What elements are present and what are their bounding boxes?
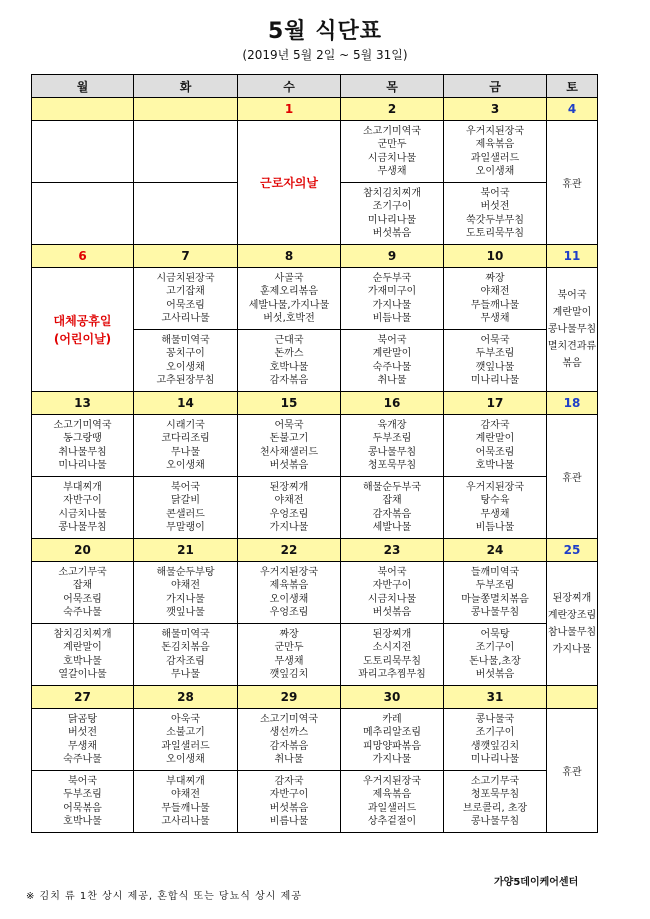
meal-cell-mon xyxy=(32,121,134,183)
date-cell-wed: 8 xyxy=(238,245,341,268)
meal-cell-fri xyxy=(444,624,547,686)
saturday-cell xyxy=(547,562,598,686)
date-range-subtitle: (2019년 5월 2일 ~ 5월 31일) xyxy=(242,48,408,62)
menu-item: 꽁치구이 xyxy=(166,348,205,359)
menu-item: 고사리나물 xyxy=(161,816,210,827)
menu-item: 해물미역국 xyxy=(161,628,210,640)
menu-item: 계란말이 xyxy=(63,642,102,653)
menu-item: 시금치나물 xyxy=(58,508,107,520)
meal-cell-thu xyxy=(341,121,444,183)
weekday-header-mon: 월 xyxy=(32,75,134,98)
snack-row xyxy=(32,624,598,686)
menu-item: 미나리나물 xyxy=(470,375,520,386)
saturday-item: 가지나물 xyxy=(552,643,592,655)
menu-item: 참치김치찌개 xyxy=(53,628,112,640)
meal-cell-tue xyxy=(134,562,238,624)
menu-item: 쑥갓두부무침 xyxy=(466,214,524,226)
date-row xyxy=(32,686,598,709)
menu-item: 미나리나물 xyxy=(58,460,107,471)
menu-item: 세발나물 xyxy=(372,522,412,533)
menu-item: 된장찌개 xyxy=(269,481,309,493)
menu-item: 된장찌개 xyxy=(372,628,412,640)
date-row xyxy=(32,98,598,121)
menu-item: 아욱국 xyxy=(171,713,200,725)
menu-item: 도토리묵무침 xyxy=(363,655,421,667)
meal-cell-mon xyxy=(32,415,134,477)
menu-item: 해물미역국 xyxy=(161,334,210,346)
menu-item: 시금치나물 xyxy=(367,152,417,164)
menu-item: 콩나물국 xyxy=(475,713,515,725)
menu-item: 콩나물무침 xyxy=(367,446,417,458)
menu-item: 해물순두부국 xyxy=(363,481,421,493)
saturday-item: 계란말이 xyxy=(552,307,592,318)
menu-item: 제육볶음 xyxy=(269,580,309,591)
saturday-item: 북어국 xyxy=(557,290,587,301)
menu-item: 잡채 xyxy=(382,495,402,506)
menu-item: 메추리알조림 xyxy=(363,727,421,738)
holiday-cell xyxy=(32,268,134,392)
menu-item: 버섯전 xyxy=(68,727,97,738)
menu-item: 열갈이나물 xyxy=(58,669,107,680)
date-cell-thu: 2 xyxy=(341,98,444,121)
date-cell-thu: 16 xyxy=(341,392,444,415)
menu-item: 북어국 xyxy=(171,481,200,493)
menu-item: 버섯볶음 xyxy=(372,607,412,618)
meal-cell-tue xyxy=(134,268,238,330)
menu-item: 마늘쫑멸치볶음 xyxy=(461,593,529,605)
meal-cell-tue xyxy=(134,121,238,183)
menu-item: 무생채 xyxy=(274,655,304,667)
saturday-cell xyxy=(547,268,598,392)
menu-item: 두부조림 xyxy=(372,433,412,444)
meal-cell-tue xyxy=(134,477,238,539)
meal-cell-tue xyxy=(134,709,238,771)
saturday-item: 볶음 xyxy=(562,358,582,369)
date-row xyxy=(32,539,598,562)
saturday-item: 콩나물무침 xyxy=(547,324,597,335)
menu-item: 돈나물,초장 xyxy=(469,655,521,667)
meal-cell-fri xyxy=(444,121,547,183)
menu-item: 호박나물 xyxy=(475,460,515,471)
menu-item: 감자볶음 xyxy=(269,375,309,386)
snack-row xyxy=(32,477,598,539)
menu-item: 취나물 xyxy=(377,375,407,386)
date-cell-thu: 30 xyxy=(341,686,444,709)
meal-cell-fri xyxy=(444,415,547,477)
menu-item: 탕수육 xyxy=(480,495,510,506)
menu-item: 조기구이 xyxy=(372,201,412,212)
meal-cell-mon xyxy=(32,709,134,771)
saturday-item: 휴관 xyxy=(562,179,582,190)
menu-item: 숙주나물 xyxy=(63,754,102,765)
menu-item: 숙주나물 xyxy=(372,361,412,373)
saturday-cell xyxy=(547,709,598,833)
menu-item: 카레 xyxy=(382,713,402,725)
holiday-label: (어린이날) xyxy=(53,331,112,346)
menu-item: 제육볶음 xyxy=(372,789,412,800)
menu-item: 호박나물 xyxy=(269,361,309,373)
menu-item: 조기구이 xyxy=(475,642,515,653)
date-cell-sat: 4 xyxy=(547,98,598,121)
menu-item: 호박나물 xyxy=(63,816,102,827)
lunch-row xyxy=(32,268,598,330)
menu-item: 감자국 xyxy=(274,775,304,787)
saturday-item: 멸치견과류 xyxy=(547,341,597,352)
menu-item: 계란말이 xyxy=(372,348,412,359)
menu-item: 취나물무침 xyxy=(58,446,107,458)
weekday-header-row xyxy=(32,75,598,98)
menu-item: 소고기미역국 xyxy=(260,713,318,725)
menu-item: 두부조림 xyxy=(63,789,102,800)
meal-cell-mon xyxy=(32,562,134,624)
weekday-header-thu: 목 xyxy=(341,75,444,98)
saturday-item: 계란장조림 xyxy=(547,609,597,621)
menu-item: 가지나물 xyxy=(166,593,205,605)
date-cell-sat: 11 xyxy=(547,245,598,268)
menu-item: 가지나물 xyxy=(372,754,412,765)
menu-item: 감자조림 xyxy=(166,655,205,667)
menu-item: 청포묵무침 xyxy=(367,460,417,471)
meal-cell-wed xyxy=(238,624,341,686)
menu-item: 과일샐러드 xyxy=(161,740,210,752)
menu-item: 어묵볶음 xyxy=(63,802,102,814)
date-cell-thu: 23 xyxy=(341,539,444,562)
menu-item: 야채전 xyxy=(171,789,200,800)
menu-item: 무들깨나물 xyxy=(161,802,210,814)
meal-cell-thu xyxy=(341,709,444,771)
menu-item: 콩나물무침 xyxy=(470,607,520,618)
meal-cell-mon xyxy=(32,183,134,245)
date-cell-wed: 1 xyxy=(238,98,341,121)
date-cell-wed: 29 xyxy=(238,686,341,709)
menu-item: 비듬나물 xyxy=(475,522,515,533)
menu-item: 닭갈비 xyxy=(171,495,200,506)
lunch-row xyxy=(32,709,598,771)
menu-item: 북어국 xyxy=(377,334,407,346)
menu-item: 제육볶음 xyxy=(475,139,515,150)
menu-item: 부대찌개 xyxy=(166,775,205,787)
menu-item: 두부조림 xyxy=(475,348,515,359)
menu-item: 상추겉절이 xyxy=(367,816,417,827)
menu-item: 가지나물 xyxy=(372,299,412,311)
meal-cell-tue xyxy=(134,771,238,833)
menu-item: 콩나물무침 xyxy=(58,522,107,533)
menu-item: 어묵탕 xyxy=(480,628,510,640)
meal-cell-mon xyxy=(32,771,134,833)
date-cell-thu: 9 xyxy=(341,245,444,268)
menu-item: 육개장 xyxy=(377,419,407,431)
meal-cell-thu xyxy=(341,562,444,624)
menu-item: 무생채 xyxy=(480,313,510,324)
menu-item: 버섯볶음 xyxy=(269,802,309,814)
menu-item: 과일샐러드 xyxy=(367,802,417,814)
menu-item: 우엉조림 xyxy=(269,508,309,520)
saturday-item: 된장찌개 xyxy=(552,592,592,604)
menu-item: 두부조림 xyxy=(475,580,515,591)
meal-cell-thu xyxy=(341,183,444,245)
menu-item: 시래기국 xyxy=(166,419,205,431)
date-row xyxy=(32,245,598,268)
menu-item: 무생채 xyxy=(480,508,510,520)
menu-item: 비름나물 xyxy=(269,816,309,827)
menu-item: 군만두 xyxy=(377,139,407,150)
meal-cell-wed xyxy=(238,268,341,330)
menu-item: 우거지된장국 xyxy=(363,775,421,787)
meal-cell-fri xyxy=(444,330,547,392)
menu-item: 북어국 xyxy=(377,566,407,578)
menu-item: 무말랭이 xyxy=(166,522,205,533)
saturday-item: 휴관 xyxy=(562,473,582,484)
menu-item: 근대국 xyxy=(274,334,304,346)
saturday-cell xyxy=(547,415,598,539)
meal-cell-tue xyxy=(134,415,238,477)
date-cell-wed: 22 xyxy=(238,539,341,562)
daycare-center-name: 가양5데이케어센터 xyxy=(494,877,579,888)
lunch-row xyxy=(32,121,598,183)
meal-cell-wed xyxy=(238,771,341,833)
menu-item: 군만두 xyxy=(274,642,304,653)
menu-item: 생깻잎김치 xyxy=(470,740,520,752)
menu-item: 브로콜리, 초장 xyxy=(462,802,528,814)
footer-note: ※ 김치 류 1찬 상시 제공, 혼합식 또는 당뇨식 상시 제공 xyxy=(26,891,302,902)
menu-item: 무나물 xyxy=(171,446,200,458)
menu-item: 감자국 xyxy=(480,419,510,431)
saturday-cell xyxy=(547,121,598,245)
menu-item: 자반구이 xyxy=(63,495,102,506)
menu-item: 우거지된장국 xyxy=(260,566,318,578)
menu-item: 자반구이 xyxy=(269,789,309,800)
menu-item: 오이생채 xyxy=(269,593,309,605)
menu-item: 콩나물무침 xyxy=(470,816,520,827)
meal-cell-tue xyxy=(134,183,238,245)
snack-row xyxy=(32,771,598,833)
menu-item: 어묵조림 xyxy=(63,593,102,605)
date-cell-tue: 7 xyxy=(134,245,238,268)
date-cell-mon: 6 xyxy=(32,245,134,268)
menu-item: 조기구이 xyxy=(475,727,515,738)
meal-cell-thu xyxy=(341,268,444,330)
saturday-item: 참나물무침 xyxy=(547,626,597,638)
menu-item: 소고기무국 xyxy=(58,566,107,578)
menu-item: 오이생채 xyxy=(166,754,205,765)
menu-item: 가재미구이 xyxy=(367,286,417,297)
meal-cell-fri xyxy=(444,268,547,330)
menu-item: 가지나물 xyxy=(269,522,309,533)
menu-item: 훈제오리볶음 xyxy=(260,286,318,297)
menu-item: 북어국 xyxy=(68,775,97,787)
menu-item: 돈김치볶음 xyxy=(161,642,210,653)
date-cell-sat: 18 xyxy=(547,392,598,415)
menu-item: 무생채 xyxy=(377,166,407,177)
weekday-header-tue: 화 xyxy=(134,75,238,98)
menu-item: 호박나물 xyxy=(63,655,102,667)
menu-item: 버섯볶음 xyxy=(475,669,515,680)
menu-item: 코다리조림 xyxy=(161,433,210,444)
date-cell-mon xyxy=(32,98,134,121)
menu-item: 고추된장무침 xyxy=(156,375,215,386)
menu-item: 짜장 xyxy=(485,272,505,284)
menu-item: 무들깨나물 xyxy=(470,299,520,311)
date-cell-tue xyxy=(134,98,238,121)
menu-item: 소시지전 xyxy=(372,642,412,653)
menu-item: 야채전 xyxy=(480,286,510,297)
meal-cell-thu xyxy=(341,330,444,392)
menu-item: 버섯,호박전 xyxy=(263,313,315,324)
menu-item: 해물순두부탕 xyxy=(156,566,215,578)
holiday-label: 근로자의날 xyxy=(260,175,318,190)
meal-cell-thu xyxy=(341,771,444,833)
menu-item: 우거지된장국 xyxy=(466,481,524,493)
meal-cell-mon xyxy=(32,477,134,539)
menu-item: 소고기무국 xyxy=(470,775,520,787)
date-cell-fri: 10 xyxy=(444,245,547,268)
date-cell-fri: 3 xyxy=(444,98,547,121)
saturday-item: 휴관 xyxy=(562,767,582,778)
weekday-header-sat: 토 xyxy=(547,75,598,98)
menu-item: 돈불고기 xyxy=(269,433,309,444)
meal-cell-fri xyxy=(444,477,547,539)
date-cell-wed: 15 xyxy=(238,392,341,415)
menu-item: 세발나물,가지나물 xyxy=(248,299,330,311)
menu-item: 꽈리고추찜무침 xyxy=(358,669,426,680)
menu-item: 오이생채 xyxy=(475,166,515,177)
meal-cell-wed xyxy=(238,415,341,477)
meal-cell-mon xyxy=(32,624,134,686)
menu-item: 감자볶음 xyxy=(372,508,412,520)
date-cell-fri: 17 xyxy=(444,392,547,415)
menu-item: 콘샐러드 xyxy=(166,508,205,520)
menu-item: 깻잎나물 xyxy=(475,361,515,373)
menu-item: 시금치된장국 xyxy=(156,272,215,284)
date-cell-tue: 28 xyxy=(134,686,238,709)
meal-cell-fri xyxy=(444,709,547,771)
lunch-row xyxy=(32,415,598,477)
menu-item: 비듬나물 xyxy=(372,313,412,324)
date-cell-tue: 21 xyxy=(134,539,238,562)
menu-item: 북어국 xyxy=(480,187,510,199)
meal-cell-wed xyxy=(238,330,341,392)
date-cell-sat: 25 xyxy=(547,539,598,562)
menu-item: 무나물 xyxy=(171,669,200,680)
menu-item: 취나물 xyxy=(274,754,304,765)
date-cell-fri: 24 xyxy=(444,539,547,562)
date-cell-fri: 31 xyxy=(444,686,547,709)
meal-calendar-table xyxy=(31,74,598,833)
meal-cell-fri xyxy=(444,562,547,624)
meal-cell-wed xyxy=(238,562,341,624)
date-cell-mon: 27 xyxy=(32,686,134,709)
menu-item: 닭곰탕 xyxy=(68,713,97,725)
menu-item: 오이생채 xyxy=(166,361,205,373)
menu-item: 청포묵무침 xyxy=(470,789,520,800)
meal-cell-fri xyxy=(444,183,547,245)
holiday-label: 대체공휴일 xyxy=(53,313,112,328)
menu-item: 감자볶음 xyxy=(269,740,309,752)
menu-item: 야채전 xyxy=(171,580,200,591)
menu-item: 피망양파볶음 xyxy=(363,740,421,752)
menu-item: 야채전 xyxy=(274,495,304,506)
meal-cell-wed xyxy=(238,709,341,771)
menu-item: 짜장 xyxy=(279,628,299,640)
menu-item: 자반구이 xyxy=(372,580,412,591)
menu-item: 깻잎나물 xyxy=(166,607,205,618)
meal-cell-tue xyxy=(134,330,238,392)
menu-item: 소불고기 xyxy=(166,727,205,738)
menu-item: 어묵조림 xyxy=(475,446,515,458)
meal-cell-tue xyxy=(134,624,238,686)
menu-item: 소고기미역국 xyxy=(53,419,112,431)
menu-item: 도토리묵무침 xyxy=(466,228,524,239)
menu-item: 계란말이 xyxy=(475,433,515,444)
menu-item: 오이생채 xyxy=(166,460,205,471)
date-cell-sat xyxy=(547,686,598,709)
lunch-row xyxy=(32,562,598,624)
menu-item: 생선까스 xyxy=(269,727,309,738)
menu-item: 숙주나물 xyxy=(63,607,102,618)
menu-item: 버섯볶음 xyxy=(269,460,309,471)
meal-cell-thu xyxy=(341,477,444,539)
menu-item: 어묵국 xyxy=(480,334,510,346)
menu-item: 잡채 xyxy=(72,580,93,591)
meal-cell-thu xyxy=(341,415,444,477)
menu-item: 버섯전 xyxy=(480,201,510,212)
weekday-header-fri: 금 xyxy=(444,75,547,98)
meal-cell-wed xyxy=(238,477,341,539)
menu-item: 순두부국 xyxy=(372,272,412,284)
menu-item: 고기잡채 xyxy=(166,286,205,297)
menu-item: 들깨미역국 xyxy=(470,566,520,578)
menu-item: 소고기미역국 xyxy=(363,125,421,137)
menu-item: 어묵조림 xyxy=(166,299,205,311)
meal-cell-fri xyxy=(444,771,547,833)
menu-item: 참치김치찌개 xyxy=(363,187,421,199)
menu-item: 미나리나물 xyxy=(367,214,417,226)
meal-cell-thu xyxy=(341,624,444,686)
menu-item: 과일샐러드 xyxy=(470,152,520,164)
date-cell-mon: 13 xyxy=(32,392,134,415)
menu-item: 우엉조림 xyxy=(269,607,309,618)
menu-item: 깻잎김치 xyxy=(269,669,309,680)
menu-item: 미나리나물 xyxy=(470,754,520,765)
menu-item: 어묵국 xyxy=(274,419,304,431)
menu-item: 부대찌개 xyxy=(63,481,102,493)
menu-item: 동그랑땡 xyxy=(63,433,102,444)
date-cell-mon: 20 xyxy=(32,539,134,562)
menu-item: 천사채샐러드 xyxy=(260,446,318,458)
menu-item: 고사리나물 xyxy=(161,313,210,324)
menu-item: 무생채 xyxy=(68,740,97,752)
menu-item: 버섯볶음 xyxy=(372,228,412,239)
menu-item: 시금치나물 xyxy=(367,593,417,605)
page-title: 5월 식단표 xyxy=(268,19,382,44)
menu-item: 우거지된장국 xyxy=(466,125,524,137)
weekday-header-wed: 수 xyxy=(238,75,341,98)
menu-item: 돈까스 xyxy=(274,348,304,359)
menu-item: 사골국 xyxy=(274,272,304,284)
date-cell-tue: 14 xyxy=(134,392,238,415)
holiday-cell xyxy=(238,121,341,245)
date-row xyxy=(32,392,598,415)
